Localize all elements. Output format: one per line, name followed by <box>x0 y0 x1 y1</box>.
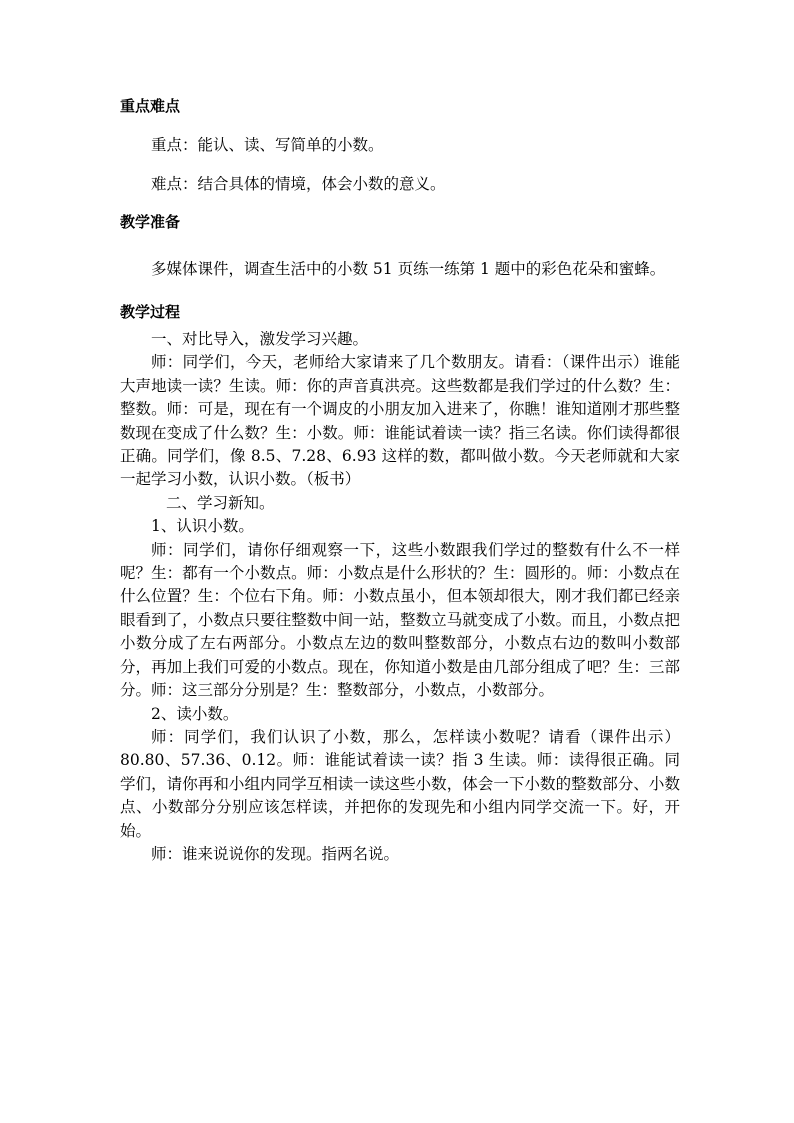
step1-paragraph: 师：同学们，请你仔细观察一下，这些小数跟我们学过的整数有什么不一样呢？生：都有一个小数点。师：小数点是什么形状的？生：圆形的。师：小数点在什么位置？生：个位右下角。师：小数点虽小，但本领却很大，刚才我们都已经亲眼看到了，小数点只要往整数中间一站，整数立马就变成了小数。而且，小数点把小数分成了左右两部分。小数点左边的数叫整数部分，小数点右边的数叫小数部分，再加上我们可爱的小数点。现在，你知道小数是由几部分组成了吧？生：三部分。师：这三部分分别是？生：整数部分，小数点，小数部分。 <box>120 540 680 700</box>
step2-paragraph-2: 师：谁来说说你的发现。指两名说。 <box>151 844 400 863</box>
part1-paragraph: 师：同学们，今天，老师给大家请来了几个数朋友。请看：（课件出示）谁能大声地读一读？生读。师：你的声音真洪亮。这些数都是我们学过的什么数？生：整数。师：可是，现在有一个调皮的小朋友加入进来了，你瞧！谁知道刚才那些整数现在变成了什么数？生：小数。师：谁能试着读一读？指三名读。你们读得都很正确。同学们，像 8.5、7.28、6.93 这样的数，都叫做小数。今天老师就和大家一起学习小数，认识小数。（板书） <box>120 353 680 489</box>
heading-process: 教学过程 <box>120 303 181 321</box>
step1-title: 1、认识小数。 <box>151 517 254 536</box>
step2-paragraph: 师：同学们，我们认识了小数，那么，怎样读小数呢？请看（课件出示）80.80、57.36、0.12。师：谁能试着读一读？指 3 生读。师：读得很正确。同学们，请你再和小组内同学互相读一读这些小数，体会一下小数的整数部分、小数点、小数部分分别应该怎样读，并把你的发现先和小组内同学交流一下。好，开始。 <box>120 727 680 840</box>
difficulty-paragraph: 难点：结合具体的情境，体会小数的意义。 <box>151 175 446 193</box>
preparation-paragraph: 多媒体课件，调查生活中的小数 51 页练一练第 1 题中的彩色花朵和蜜蜂。 <box>151 260 666 278</box>
heading-key-points: 重点难点 <box>120 97 181 115</box>
heading-preparation: 教学准备 <box>120 213 181 231</box>
document-page <box>120 92 680 866</box>
part1-title: 一、对比导入，激发学习兴趣。 <box>151 330 369 348</box>
part2-title: 二、学习新知。 <box>166 493 275 512</box>
step2-title: 2、读小数。 <box>151 704 239 723</box>
focus-paragraph: 重点：能认、读、写简单的小数。 <box>151 136 384 154</box>
